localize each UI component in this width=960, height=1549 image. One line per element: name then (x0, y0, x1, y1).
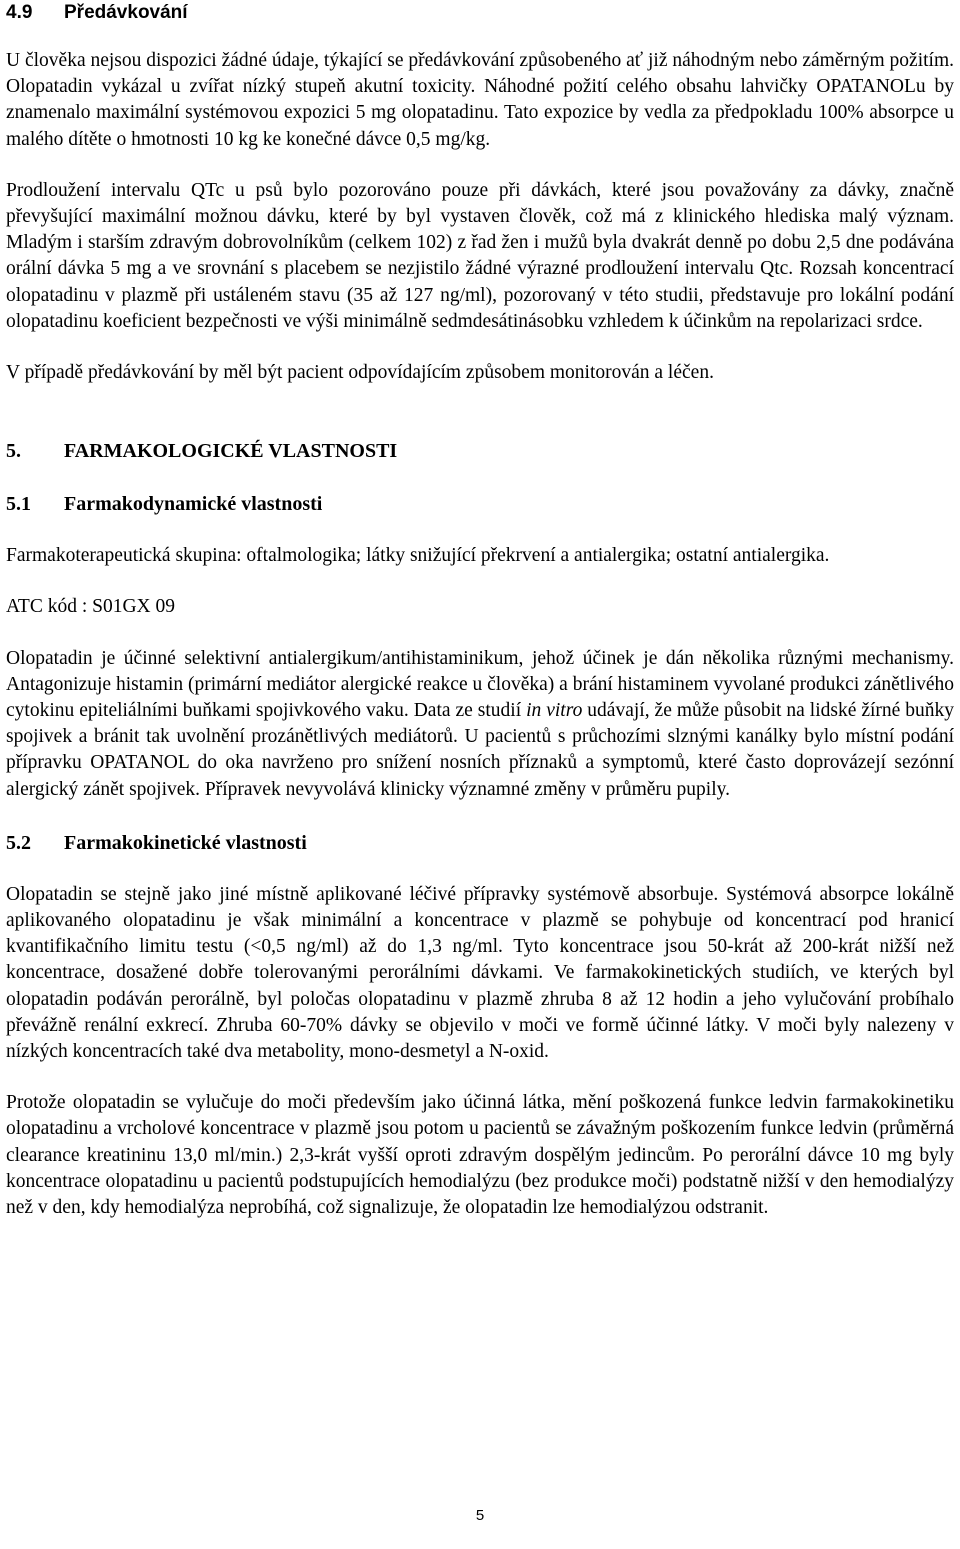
paragraph-overdose-2: Prodloužení intervalu QTc u psů bylo pozorováno pouze při dávkách, které jsou považovány za dávky, značně převyšující maximální možnou dávku, které by byl vystaven člověk, což má z klinického hlediska malý význam. Mladým i starším zdravým dobrovolníkům (celkem 102) z řad žen i mužů byla dvakrát denně po dobu 2,5 dne podávána orální dávka 5 mg a ve srovnání s placebem se nezjistilo žádné výrazné prodloužení intervalu Qtc. Rozsah koncentrací olopatadinu v plazmě při ustáleném stavu (35 až 127 ng/ml), pozorovaný v této studii, představuje pro lokální podání olopatadinu koeficient bezpečnosti ve výši minimálně sedmdesátinásobku vzhledem k účinkům na repolarizaci srdce. (6, 179, 954, 332)
heading-5-1 (6, 491, 954, 517)
paragraph-pharmacokinetics-2: Protože olopatadin se vylučuje do moči především jako účinná látka, mění poškozená funkce ledvin farmakokinetiku olopatadinu a vrcholové koncentrace v plazmě jsou potom u pacientů se závažným poškozením funkce ledvin (průměrná clearance kreatininu 13,0 ml/min.) 2,3-krát vyšší oproti zdravým dospělým jedincům. Po perorální dávce 10 mg byly koncentrace olopatadinu u pacientů podstupujících hemodialýzu (bez produkce moči) podstatně nižší v den hemodialýzy než v den, kdy hemodialýza neprobíhá, což signalizuje, že olopatadin lze hemodialýzou odstranit. (6, 1092, 954, 1219)
heading-title: Farmakodynamické vlastnosti (64, 493, 323, 516)
document-page (6, 0, 954, 1221)
paragraph-atc-code: ATC kód : S01GX 09 (6, 596, 176, 618)
text-segment: Olopatadin je účinné selektivní antialergikum/antihistaminikum, jehož účinek je dán několika různými mechanismy. Antagonizuje histamin (primární mediátor alergické reakce u člověka) a brání histaminem vyvolané produkci zánětlivého cytokinu epiteliálními buňkami spojivkového vaku. Data ze studií (6, 647, 954, 722)
heading-4-9 (6, 0, 954, 26)
heading-number: 5. (6, 440, 21, 463)
text-segment: udávají, že může působit na lidské žírné buňky spojivek a bránit tak uvolnění prozánětlivých mediátorů. U pacientů s průchozími slznými kanálky bylo místní podání přípravku OPATANOL do oka navrženo pro snížení nosních příznaků a symptomů, které často doprovázejí sezónní alergický zánět spojivek. Přípravek nevyvolává klinicky významné změny v průměru pupily. (6, 700, 955, 800)
paragraph-overdose-1: U člověka nejsou dispozici žádné údaje, týkající se předávkování způsobeného ať již náhodným nebo záměrným požitím. Olopatadin vykázal u zvířat nízký stupeň akutní toxicity. Náhodné požití celého obsahu lahvičky OPATANOLu by znamenalo maximální systémovou expozici 5 mg olopatadinu. Tato expozice by vedla za předpokladu 100% absorpce u malého dítěte o hmotnosti 10 kg ke konečné dávce 0,5 mg/kg. (6, 50, 954, 150)
heading-title: Předávkování (64, 2, 188, 23)
italic-term: in vitro (526, 700, 583, 722)
paragraph-pharmacodynamics (6, 646, 954, 803)
page-number: 5 (475, 1507, 485, 1524)
paragraph-overdose-3: V případě předávkování by měl být pacient odpovídajícím způsobem monitorován a léčen. (6, 362, 714, 384)
heading-number: 5.2 (6, 831, 31, 854)
heading-5 (6, 438, 954, 464)
paragraph-pharmacokinetics-1: Olopatadin se stejně jako jiné místně aplikované léčivé přípravky systémově absorbuje. Systémová absorpce lokálně aplikovaného olopatadinu je však minimální a koncentrace v plazmě se pohybuje od koncentrací pod hranicí kvantifikačního limitu testu (<0,5 ng/ml) až do 1,3 ng/ml. Tyto koncentrace jsou 50-krát až 200-krát nižší než koncentrace, dosažené dobře tolerovanými perorálními dávkami. Ve farmakokinetických studiích, ve kterých byl olopatadin podáván perorálně, byl poločas olopatadinu v plazmě zhruba 8 až 12 hodin a jeho vylučování probíhalo převážně renální exkrecí. Zhruba 60-70% dávky se objevilo v moči ve formě účinné látky. V moči byly nalezeny v nízkých koncentracích také dva metabolity, mono-desmetyl a N-oxid. (6, 883, 954, 1063)
heading-number: 5.1 (6, 493, 31, 516)
heading-title: FARMAKOLOGICKÉ VLASTNOSTI (64, 440, 398, 463)
heading-number: 4.9 (6, 2, 33, 23)
heading-5-2 (6, 830, 954, 856)
heading-title: Farmakokinetické vlastnosti (64, 831, 307, 854)
paragraph-pharmacotherapeutic-group: Farmakoterapeutická skupina: oftalmologika; látky snižující překrvení a antialergika; ostatní antialergika. (6, 545, 830, 567)
